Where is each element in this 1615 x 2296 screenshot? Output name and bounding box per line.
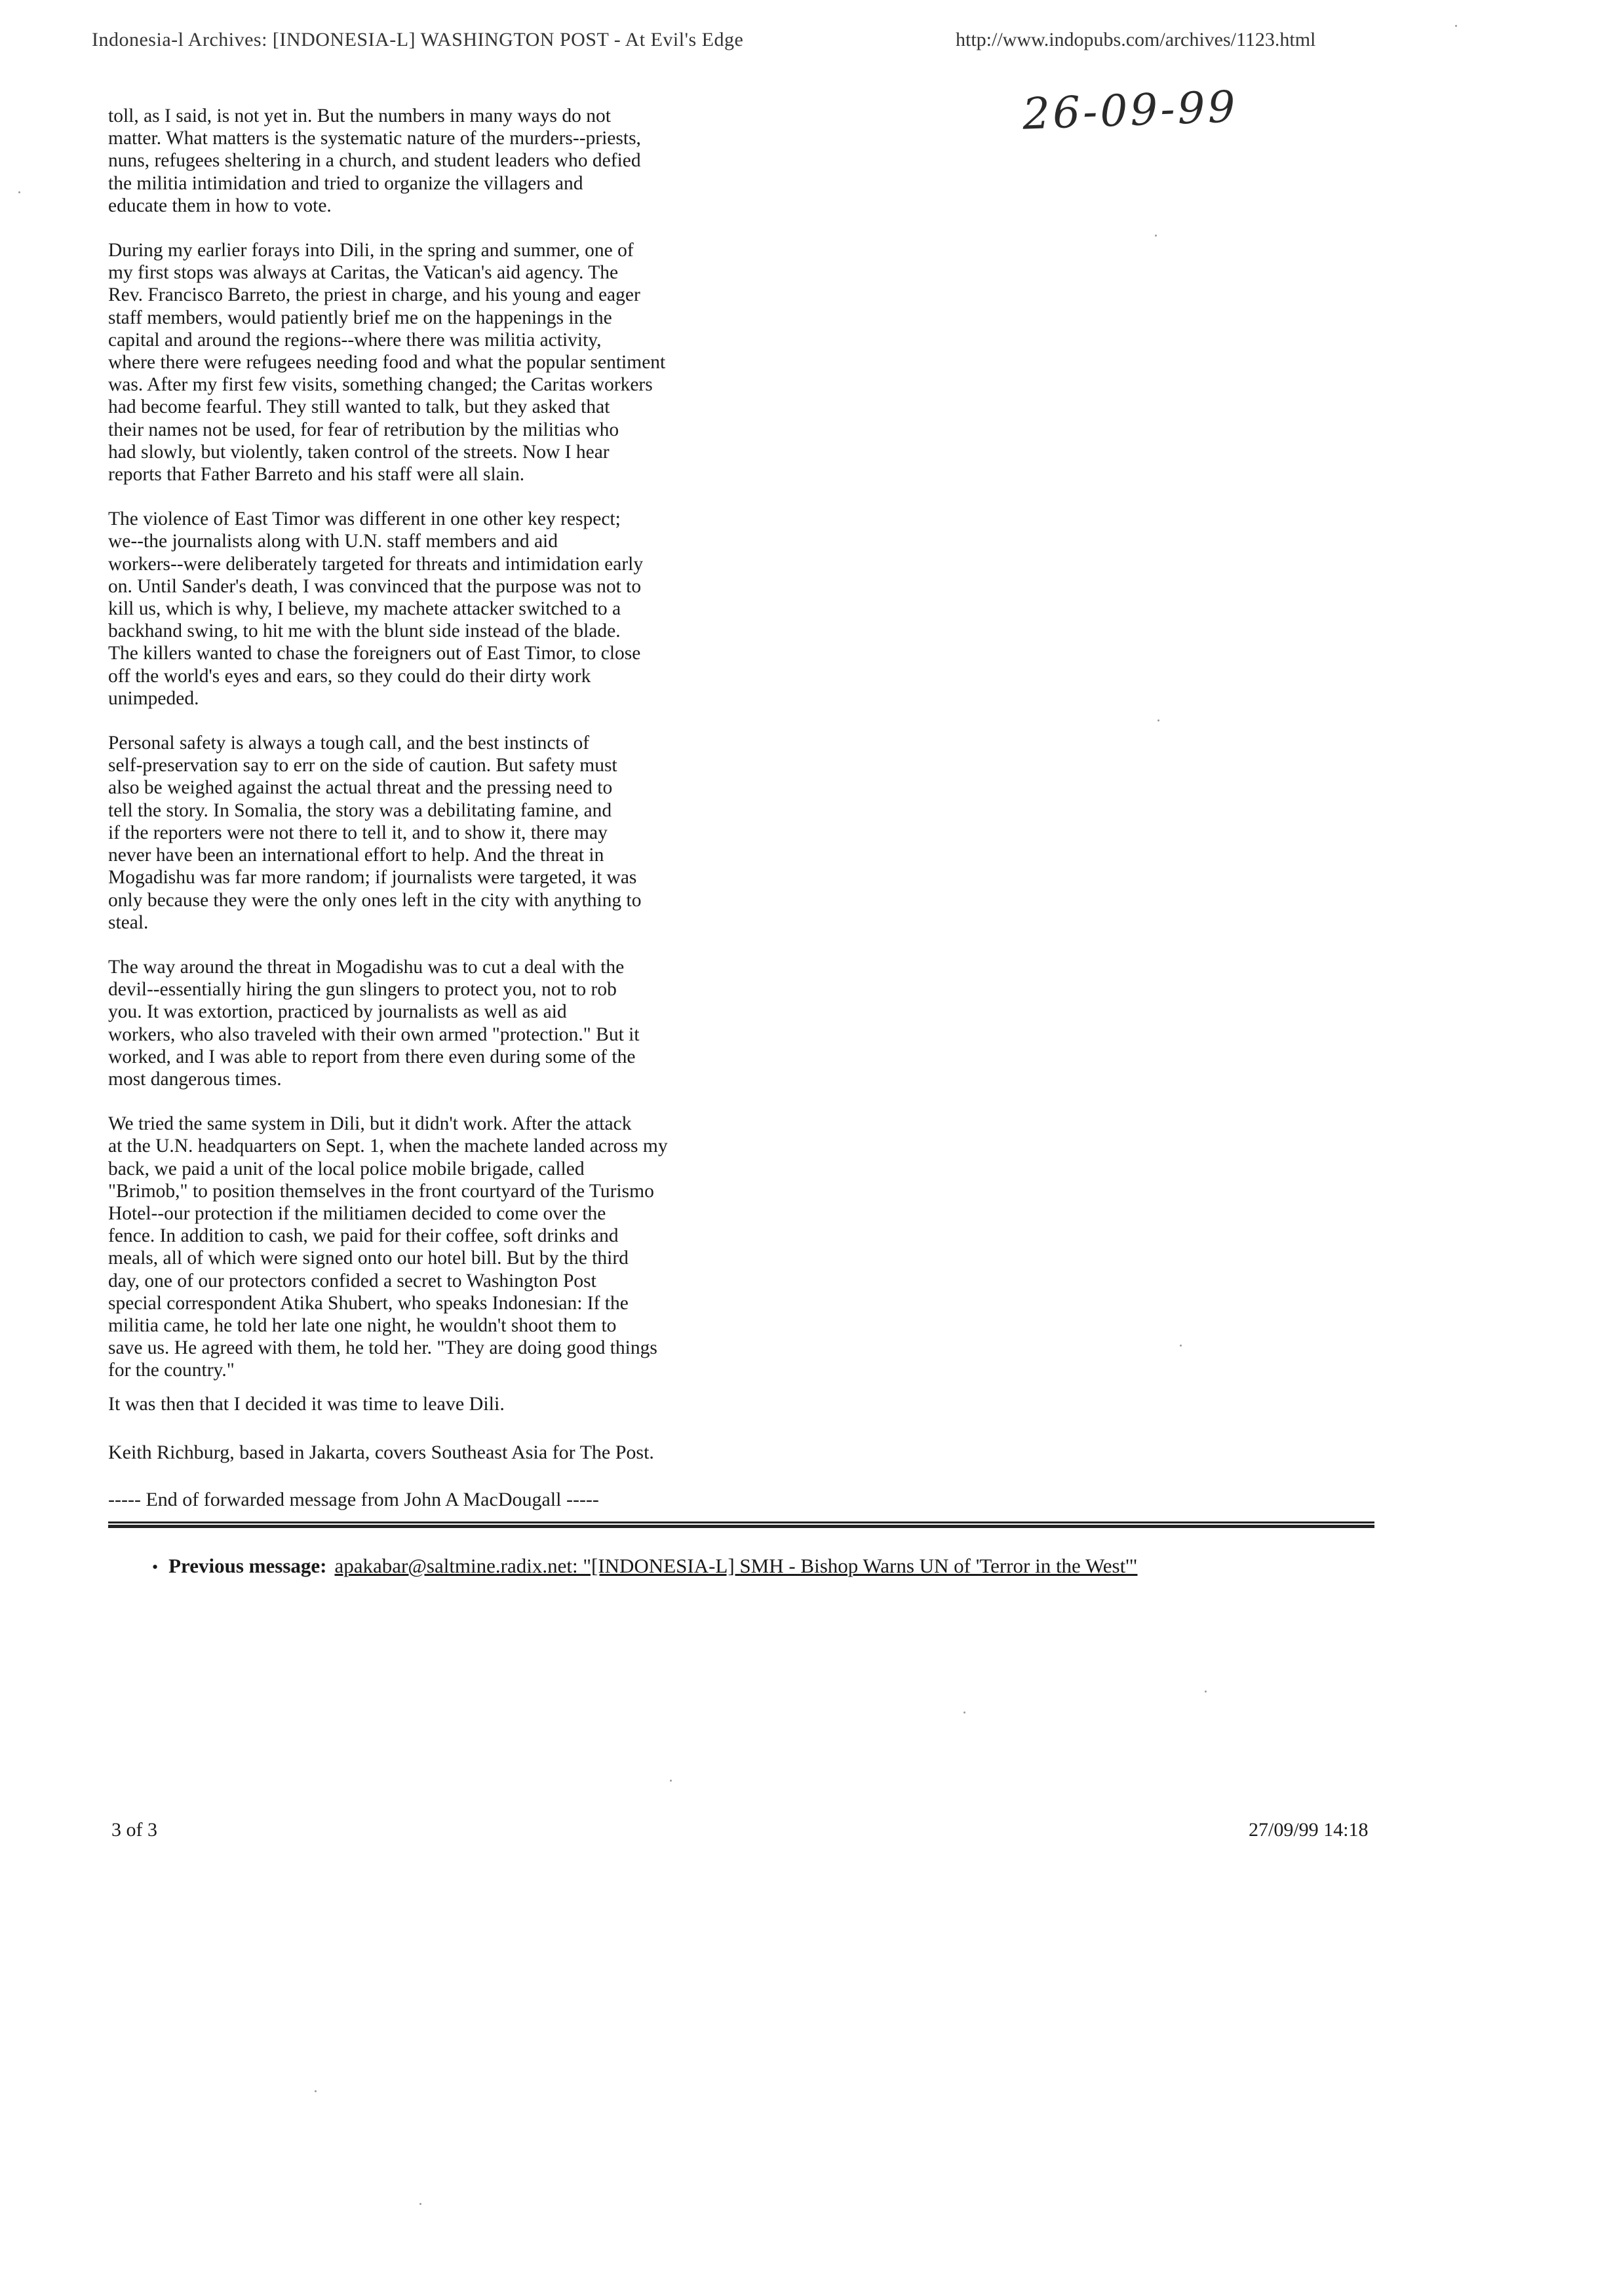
paragraph-line: We tried the same system in Dili, but it didn't work. After the attack (108, 1113, 632, 1135)
paragraph-line: Mogadishu was far more random; if journalists were targeted, it was (108, 867, 637, 889)
byline: Keith Richburg, based in Jakarta, covers Southeast Asia for The Post. (108, 1442, 654, 1463)
page-header-url: http://www.indopubs.com/archives/1123.html (956, 29, 1316, 50)
paragraph-line: educate them in how to vote. (108, 195, 332, 216)
paragraph-line: nuns, refugees sheltering in a church, and student leaders who defied (108, 150, 641, 172)
paragraph-line: off the world's eyes and ears, so they could do their dirty work (108, 665, 591, 687)
paragraph-line: backhand swing, to hit me with the blunt side instead of the blade. (108, 621, 621, 642)
article-paragraph (108, 732, 783, 934)
paragraph-line: the militia intimidation and tried to organize the villagers and (108, 172, 583, 194)
paragraph-line: also be weighed against the actual threat and the pressing need to (108, 777, 613, 799)
page-header-title: Indonesia-l Archives: [INDONESIA-L] WASHINGTON POST - At Evil's Edge (92, 29, 744, 50)
paragraph-line: Hotel--our protection if the militiamen decided to come over the (108, 1202, 606, 1224)
page-counter: 3 of 3 (111, 1819, 157, 1841)
scan-speck (315, 2090, 317, 2092)
paragraph-line: workers--were deliberately targeted for threats and intimidation early (108, 553, 644, 575)
scan-speck (1180, 1345, 1182, 1347)
article-paragraph (108, 956, 783, 1090)
paragraph-line: had slowly, but violently, taken control of the streets. Now I hear (108, 441, 610, 463)
paragraph-line: for the country." (108, 1360, 235, 1381)
paragraph-line: self-preservation say to err on the side of caution. But safety must (108, 755, 617, 776)
paragraph-line: day, one of our protectors confided a secret to Washington Post (108, 1270, 596, 1292)
paragraph-line: fence. In addition to cash, we paid for their coffee, soft drinks and (108, 1225, 619, 1247)
paragraph-line: kill us, which is why, I believe, my machete attacker switched to a (108, 598, 621, 620)
paragraph-line: back, we paid a unit of the local police mobile brigade, called (108, 1158, 585, 1179)
paragraph-line: The violence of East Timor was different in one other key respect; (108, 508, 621, 530)
paragraph-line: unimpeded. (108, 687, 199, 709)
paragraph-line: most dangerous times. (108, 1068, 282, 1090)
scan-speck (1158, 719, 1159, 721)
paragraph-line: had become fearful. They still wanted to talk, but they asked that (108, 396, 610, 418)
paragraph-line: Rev. Francisco Barreto, the priest in charge, and his young and eager (108, 284, 640, 306)
bullet-icon: • (152, 1558, 159, 1577)
scan-speck (963, 1712, 965, 1713)
article-body (108, 105, 783, 1404)
horizontal-rule (108, 1521, 1374, 1528)
paragraph-line: reports that Father Barreto and his staff were all slain. (108, 464, 525, 486)
article-paragraph (108, 508, 783, 710)
paragraph-line: was. After my first few visits, something changed; the Caritas workers (108, 374, 653, 396)
scan-speck (419, 2203, 421, 2205)
scan-speck (670, 1780, 672, 1782)
paragraph-line: worked, and I was able to report from there even during some of the (108, 1046, 636, 1067)
previous-message-link[interactable]: apakabar@saltmine.radix.net: "[INDONESIA-L] SMH - Bishop Warns UN of 'Terror in the West'" (334, 1554, 1138, 1577)
paragraph-line: meals, all of which were signed onto our hotel bill. But by the third (108, 1248, 629, 1269)
paragraph-line: During my earlier forays into Dili, in the spring and summer, one of (108, 240, 634, 261)
paragraph-line: if the reporters were not there to tell it, and to show it, there may (108, 822, 608, 843)
article-paragraph (108, 105, 783, 217)
paragraph-line: matter. What matters is the systematic nature of the murders--priests, (108, 128, 641, 149)
paragraph-line: The killers wanted to chase the foreigners out of East Timor, to close (108, 643, 641, 664)
paragraph-line: "Brimob," to position themselves in the front courtyard of the Turismo (108, 1180, 654, 1202)
paragraph-line: Personal safety is always a tough call, and the best instincts of (108, 733, 590, 754)
paragraph-line: at the U.N. headquarters on Sept. 1, when the machete landed across my (108, 1136, 668, 1157)
paragraph-line: steal. (108, 911, 149, 933)
paragraph-line: workers, who also traveled with their own armed "protection." But it (108, 1024, 640, 1045)
paragraph-line: only because they were the only ones left in the city with anything to (108, 889, 642, 911)
paragraph-line: where there were refugees needing food and what the popular sentiment (108, 352, 666, 373)
scan-speck (1205, 1691, 1207, 1693)
closing-sentence: It was then that I decided it was time to leave Dili. (108, 1393, 505, 1415)
article-paragraph (108, 1113, 783, 1381)
paragraph-line: militia came, he told her late one night, he wouldn't shoot them to (108, 1314, 617, 1336)
paragraph-line: tell the story. In Somalia, the story was a debilitating famine, and (108, 799, 612, 821)
paragraph-line: capital and around the regions--where there was militia activity, (108, 329, 602, 351)
paragraph-line: devil--essentially hiring the gun slingers to protect you, not to rob (108, 979, 617, 1001)
handwritten-date: 26-09-99 (1021, 81, 1239, 140)
paragraph-line: their names not be used, for fear of retribution by the militias who (108, 419, 619, 440)
scan-speck (18, 191, 20, 193)
article-paragraph (108, 239, 783, 486)
paragraph-line: save us. He agreed with them, he told her. "They are doing good things (108, 1337, 657, 1359)
paragraph-line: my first stops was always at Caritas, the Vatican's aid agency. The (108, 262, 619, 284)
previous-message-label: Previous message: (168, 1554, 327, 1577)
paragraph-line: never have been an international effort to help. And the threat in (108, 845, 604, 866)
paragraph-line: special correspondent Atika Shubert, who speaks Indonesian: If the (108, 1292, 629, 1314)
previous-message-nav (152, 1554, 1137, 1578)
scan-speck (1455, 25, 1457, 27)
paragraph-line: toll, as I said, is not yet in. But the numbers in many ways do not (108, 105, 611, 126)
paragraph-line: you. It was extortion, practiced by journalists as well as aid (108, 1001, 567, 1023)
print-timestamp: 27/09/99 14:18 (1249, 1819, 1369, 1841)
paragraph-line: we--the journalists along with U.N. staff members and aid (108, 531, 558, 552)
scan-speck (1155, 235, 1157, 237)
paragraph-line: on. Until Sander's death, I was convinced that the purpose was not to (108, 575, 642, 597)
paragraph-line: staff members, would patiently brief me on the happenings in the (108, 307, 612, 328)
end-forward-marker: ----- End of forwarded message from John A MacDougall ----- (108, 1489, 599, 1510)
paragraph-line: The way around the threat in Mogadishu was to cut a deal with the (108, 956, 625, 978)
